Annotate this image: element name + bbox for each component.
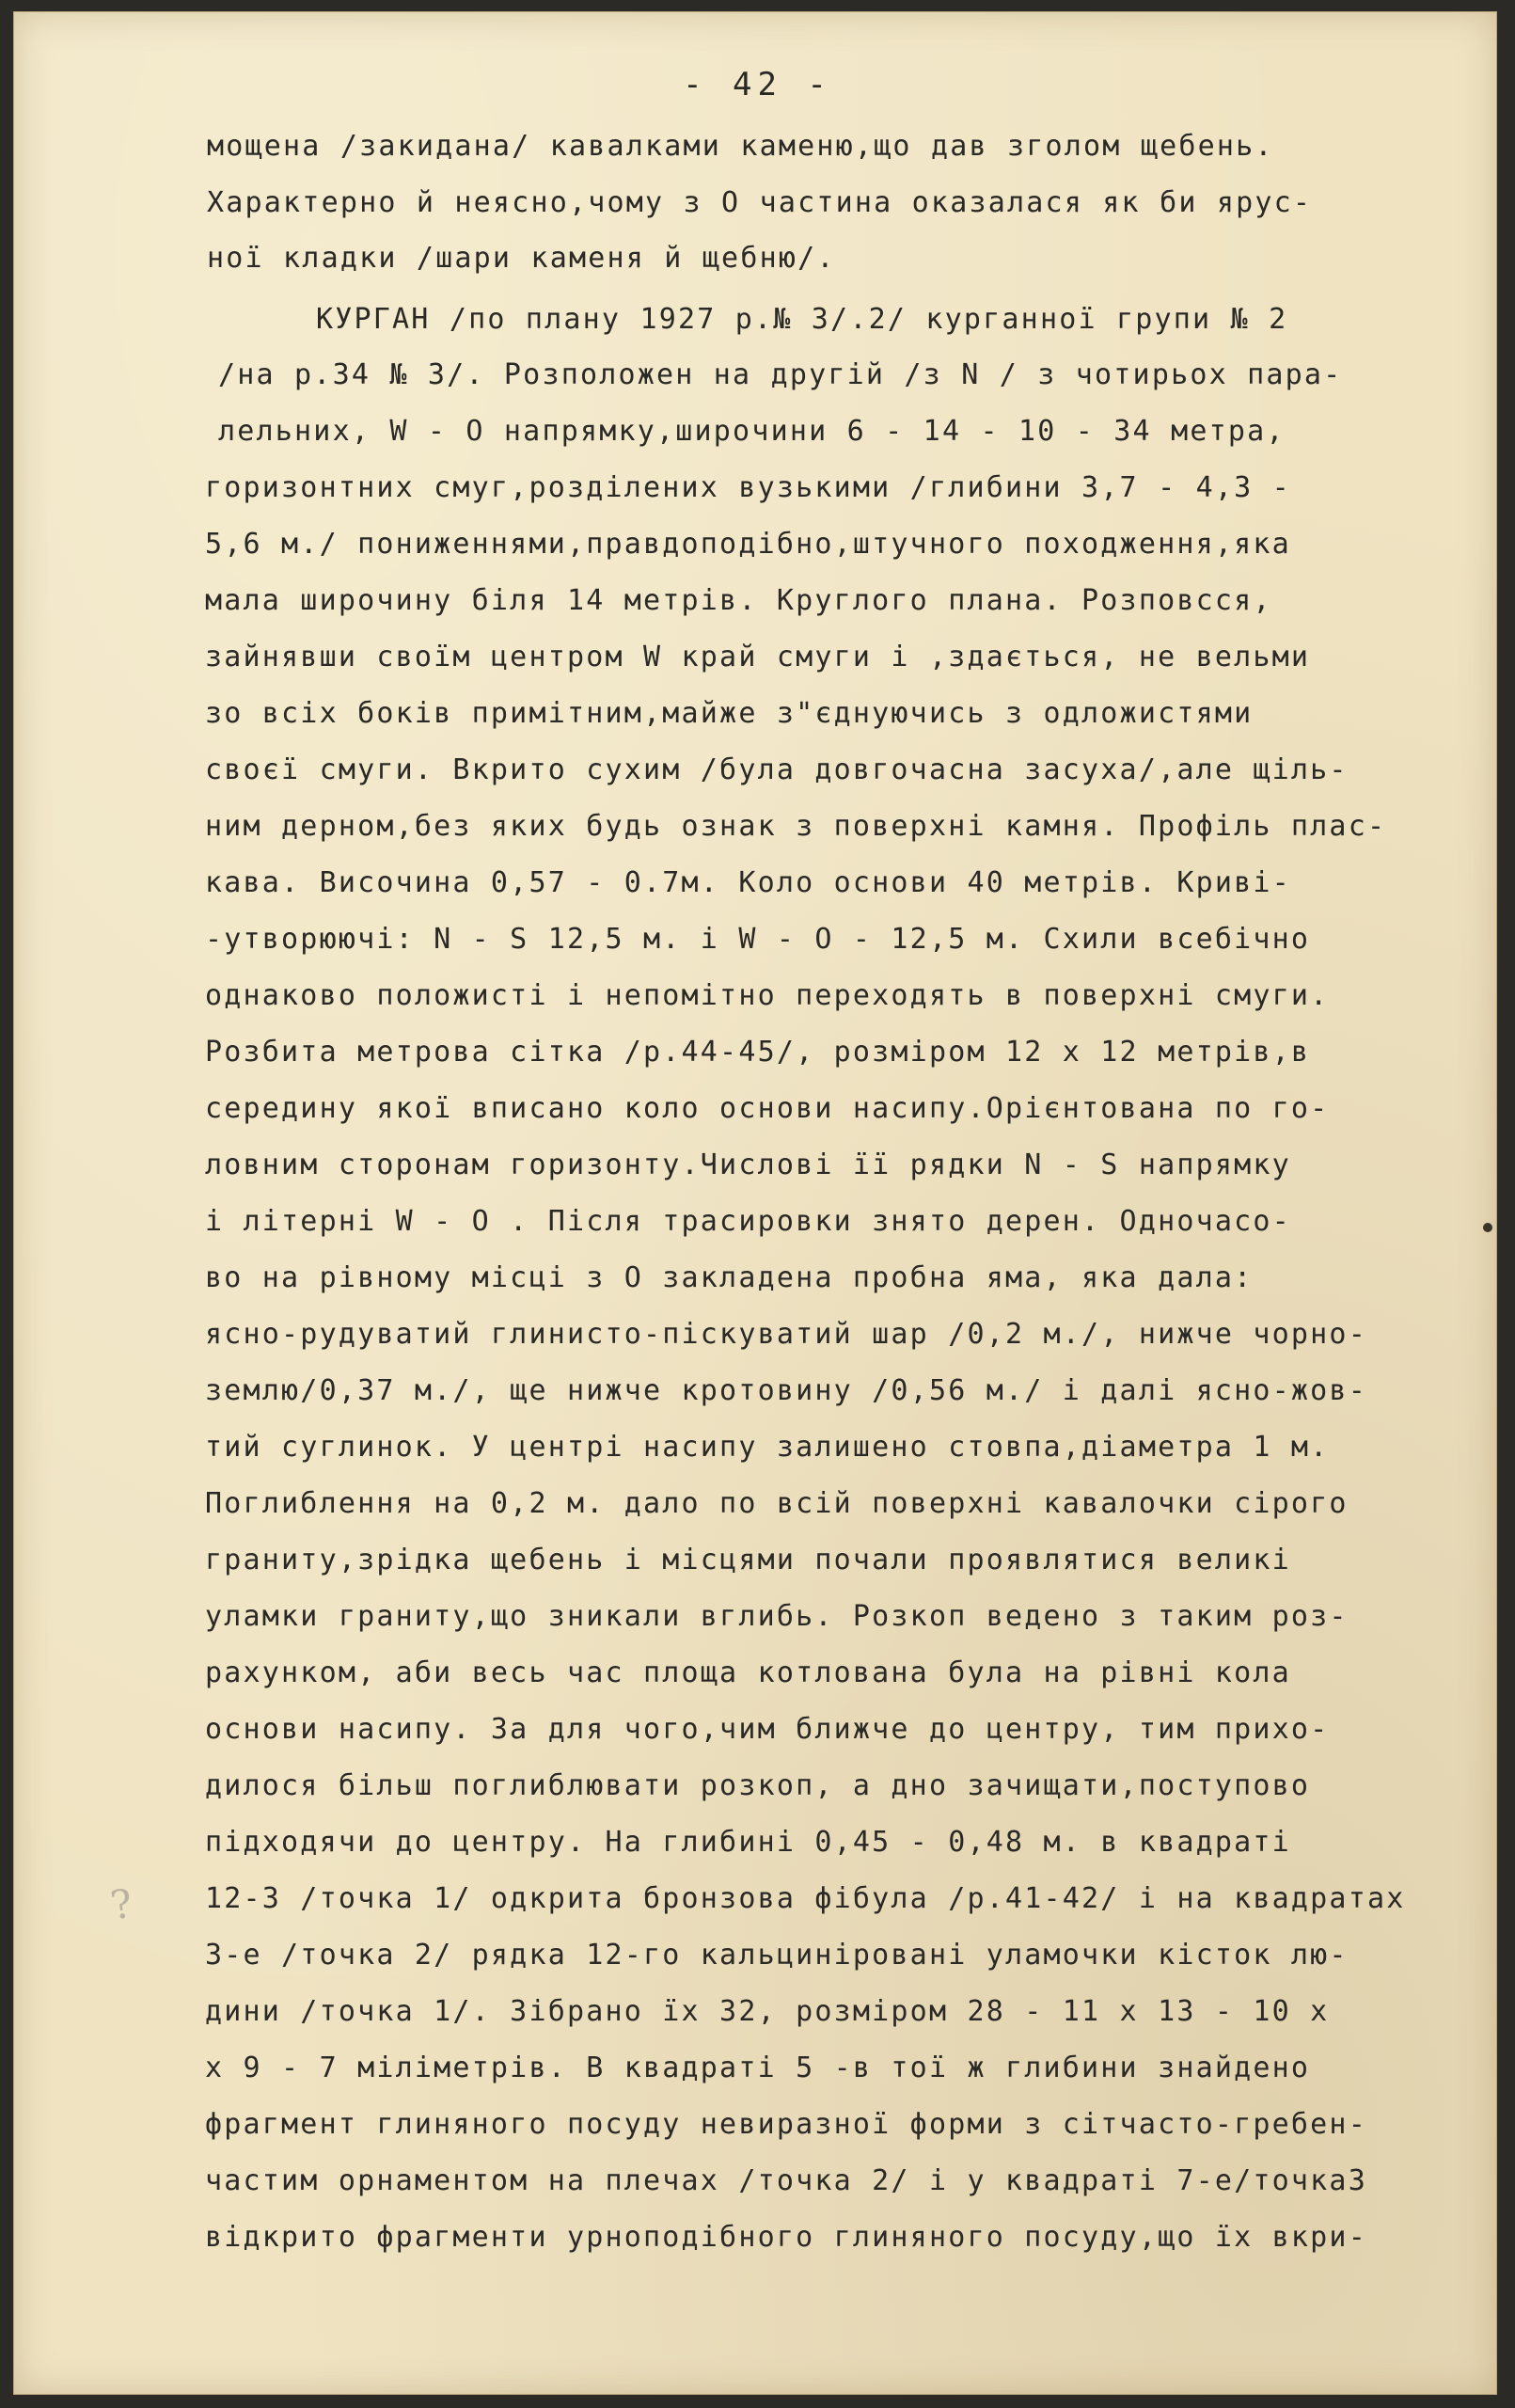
page-number: - 42 - [683,66,832,103]
text-line: відкрито фрагменти урноподібного глиняного посуду,що їх вкри- [205,2221,1367,2254]
text-line: х 9 - 7 міліметрів. В квадраті 5 -в тої ж глибини знайдено [205,2052,1311,2084]
text-line: і літерні W - O . Після трасировки знято дерен. Одночасо- [205,1205,1291,1238]
text-line: середину якої вписано коло основи насипу.Орієнтована по го- [205,1092,1330,1125]
text-line: ясно-рудуватий глинисто-піскуватий шар /0,2 м./, нижче чорно- [205,1318,1367,1351]
text-line: -утворюючі: N - S 12,5 м. і W - O - 12,5 м. Схили всебічно [205,923,1311,956]
text-line: /на р.34 № 3/. Розположен на другій /з N / з чотирьох пара- [218,358,1343,391]
text-line: частим орнаментом на плечах /точка 2/ і у квадраті 7-е/точка3 [205,2164,1367,2197]
text-line: кава. Височина 0,57 - 0.7м. Коло основи 40 метрів. Криві- [205,866,1291,899]
text-line: мощена /закидана/ кавалками каменю,що дав зголом щебень. [207,130,1274,163]
text-line: Розбита метрова сітка /р.44-45/, розміром 12 х 12 метрів,в [205,1036,1311,1069]
text-line: однаково положисті і непомітно переходять в поверхні смуги. [205,979,1330,1012]
text-line: горизонтних смуг,розділених вузькими /глибини 3,7 - 4,3 - [205,471,1291,504]
text-line: зайнявши своїм центром W край смуги і ,здається, не вельми [205,641,1311,673]
text-line: дилося більш поглиблювати розкоп, а дно зачищати,поступово [205,1769,1311,1802]
text-line: граниту,зрідка щебень і місцями почали проявлятися великі [205,1544,1291,1576]
text-line: підходячи до центру. На глибині 0,45 - 0,48 м. в квадраті [205,1826,1291,1859]
text-line: рахунком, аби весь час площа котлована була на рівні кола [205,1656,1291,1689]
text-line: ним дерном,без яких будь ознак з поверхні камня. Профіль плас- [205,810,1387,843]
text-line: уламки граниту,що зникали вглибь. Розкоп ведено з таким роз- [205,1600,1349,1633]
text-line: 12-3 /точка 1/ одкрита бронзова фібула /р.41-42/ і на квадратах [205,1882,1406,1915]
text-line: КУРГАН /по плану 1927 р.№ 3/.2/ курганної групи № 2 [316,303,1288,336]
text-line: мала широчину біля 14 метрів. Круглого плана. Розповсся, [205,584,1272,617]
text-line: ловним сторонам горизонту.Числові її рядки N - S напрямку [205,1149,1291,1181]
text-line: Поглиблення на 0,2 м. дало по всій поверхні кавалочки сірого [205,1487,1349,1520]
text-line: дини /точка 1/. Зібрано їх 32, розміром 28 - 11 х 13 - 10 х [205,1995,1330,2028]
text-line: основи насипу. За для чого,чим ближче до центру, тим прихо- [205,1713,1330,1746]
pencil-margin-note: ? [106,1879,136,1929]
typed-text-body [0,128,1515,2367]
text-line: во на рівному місці з О закладена пробна яма, яка дала: [205,1261,1254,1294]
text-line: 5,6 м./ пониженнями,правдоподібно,штучного походження,яка [205,528,1291,561]
text-line: фрагмент глиняного посуду невиразної форми з сітчасто-гребен- [205,2108,1367,2141]
text-line: Характерно й неясно,чому з О частина оказалася як би ярус- [207,186,1313,219]
text-line: своєї смуги. Вкрито сухим /була довгочасна засуха/,але щіль- [205,753,1349,786]
text-line: землю/0,37 м./, ще нижче кротовину /0,56 м./ і далі ясно-жов- [205,1374,1367,1407]
text-line: лельних, W - O напрямку,широчини 6 - 14 - 10 - 34 метра, [218,415,1286,448]
text-line: ної кладки /шари каменя й щебню/. [207,242,836,275]
text-line: зо всіх боків примітним,майже з"єднуючись з одложистями [205,697,1254,730]
text-line: тий суглинок. У центрі насипу залишено стовпа,діаметра 1 м. [205,1431,1330,1464]
text-line: 3-е /точка 2/ рядка 12-го кальциніровані уламочки кісток лю- [205,1939,1349,1972]
